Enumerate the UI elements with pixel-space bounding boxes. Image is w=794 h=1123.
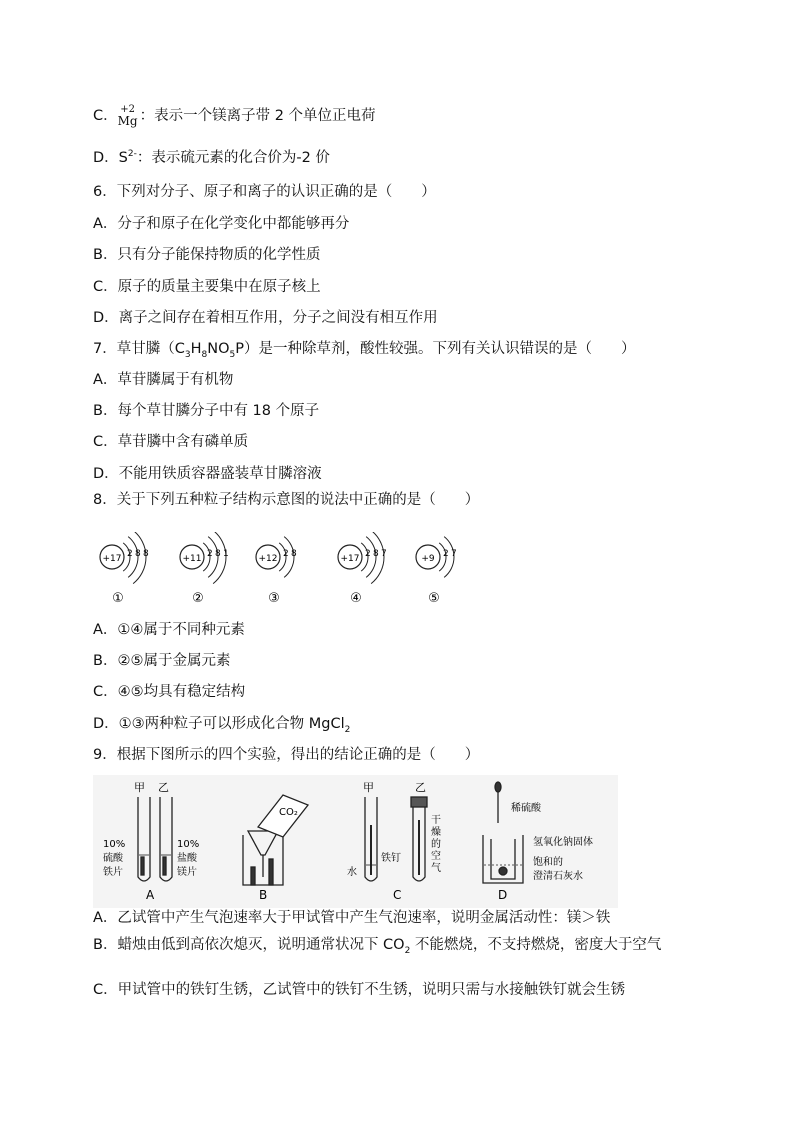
option-text: D．S [93, 150, 128, 166]
label-c-dry1: 干 [431, 815, 441, 826]
label-yi-a: 乙 [158, 781, 169, 794]
question-9: 9．根据下图所示的四个实验，得出的结论正确的是（ ） [93, 747, 480, 763]
electron-count: 8 [215, 549, 221, 559]
electron-count: 2 [283, 549, 289, 559]
option-7d: D．不能用铁质容器盛装草甘膦溶液 [93, 466, 322, 482]
nucleus-charge: +11 [182, 554, 202, 564]
label-a-left3: 铁片 [103, 867, 123, 878]
option-7c: C．草苷膦中含有磷单质 [93, 434, 249, 450]
label-b-gas: CO₂ [279, 807, 298, 818]
atom-diagram-1 [100, 532, 149, 606]
text: P）是一种除草剂，酸性较强。下列有关认识错误的是（ ） [235, 341, 636, 357]
option-8b: B．②⑤属于金属元素 [93, 653, 231, 669]
text: D．①③两种粒子可以形成化合物 MgCl [93, 716, 345, 732]
label-a: A [146, 888, 155, 902]
label-b: B [259, 888, 268, 902]
electron-count: 7 [381, 549, 387, 559]
question-8: 8．关于下列五种粒子结构示意图的说法中正确的是（ ） [93, 492, 480, 508]
option-6c: C．原子的质量主要集中在原子核上 [93, 279, 321, 295]
element-symbol: Mg [117, 114, 138, 128]
label-c-dry2: 燥 [431, 827, 441, 838]
electron-count: 8 [291, 549, 297, 559]
label-a-left1: 10% [103, 839, 126, 850]
label-c-dry3: 的 [431, 839, 441, 850]
electron-count: 2 [443, 549, 449, 559]
label-a-right3: 镁片 [177, 867, 197, 878]
nucleus-charge: +12 [258, 554, 278, 564]
electron-count: 2 [127, 549, 133, 559]
experiment-figure [93, 775, 618, 908]
label-c-nail: 铁钉 [381, 853, 401, 864]
label-a-left2: 硫酸 [103, 853, 123, 864]
label-d-acid: 稀硫酸 [511, 803, 541, 814]
atom-number: ① [112, 591, 124, 606]
atom-diagram-5 [416, 537, 457, 606]
label-c: C [393, 888, 402, 902]
label-d: D [498, 888, 508, 902]
label-d-lime2: 澄清石灰水 [533, 871, 583, 882]
option-8c: C．④⑤均具有稳定结构 [93, 684, 246, 700]
subscript: 2 [404, 945, 411, 956]
atom-structure-figure [88, 532, 478, 612]
nucleus-charge: +9 [421, 554, 435, 564]
nucleus-charge: +17 [102, 554, 122, 564]
option-5d [93, 148, 330, 168]
electron-count: 1 [223, 549, 229, 559]
label-c-dry4: 空 [431, 851, 441, 862]
question-6: 6．下列对分子、原子和离子的认识正确的是（ ） [93, 184, 436, 200]
label-d-lime1: 饱和的 [533, 857, 563, 868]
subscript: 3 [184, 349, 191, 360]
option-7a: A．草苷膦属于有机物 [93, 372, 234, 388]
electron-count: 7 [451, 549, 457, 559]
option-label: C． [93, 108, 118, 124]
text: 不能燃烧，不支持燃烧，密度大于空气 [410, 937, 662, 953]
option-8d [93, 714, 350, 734]
electron-count: 8 [143, 549, 149, 559]
option-6b: B．只有分子能保持物质的化学性质 [93, 247, 321, 263]
text: 7．草甘膦（C [93, 341, 185, 357]
text: H [190, 341, 202, 357]
nucleus-charge: +17 [340, 554, 360, 564]
label-c-dry5: 气 [431, 863, 441, 874]
label-a-right1: 10% [177, 839, 200, 850]
subscript: 5 [229, 349, 236, 360]
label-d-solid: 氢氧化钠固体 [533, 837, 593, 848]
atom-diagram-3 [256, 537, 297, 606]
superscript: 2- [127, 149, 137, 160]
option-text: ：表示一个镁离子带 2 个单位正电荷 [139, 108, 376, 124]
option-5c [93, 105, 376, 127]
option-9a: A．乙试管中产生气泡速率大于甲试管中产生气泡速率，说明金属活动性：镁＞铁 [93, 910, 611, 926]
label-jia-c: 甲 [363, 781, 374, 794]
atom-diagram-4 [338, 532, 387, 606]
text: NO [207, 341, 230, 357]
label-c-water: 水 [347, 867, 357, 878]
subscript: 2 [344, 724, 351, 735]
label-jia-a: 甲 [134, 781, 145, 794]
atom-number: ⑤ [428, 591, 440, 606]
subscript: 8 [201, 349, 208, 360]
text: B．蜡烛由低到高依次熄灭，说明通常状况下 CO [93, 937, 405, 953]
option-6d: D．离子之间存在着相互作用，分子之间没有相互作用 [93, 310, 438, 326]
option-7b: B．每个草甘膦分子中有 18 个原子 [93, 403, 320, 419]
electron-count: 2 [207, 549, 213, 559]
label-yi-c: 乙 [415, 781, 426, 794]
option-9c: C．甲试管中的铁钉生锈，乙试管中的铁钉不生锈，说明只需与水接触铁钉就会生锈 [93, 982, 626, 998]
atom-number: ② [192, 591, 204, 606]
label-a-right2: 盐酸 [177, 853, 197, 864]
electron-count: 2 [365, 549, 371, 559]
atom-diagram-2 [180, 532, 229, 606]
electron-count: 8 [135, 549, 141, 559]
option-9b [93, 935, 703, 955]
option-8a: A．①④属于不同种元素 [93, 622, 245, 638]
ion-notation [118, 105, 138, 127]
electron-count: 8 [373, 549, 379, 559]
atom-number: ④ [350, 591, 362, 606]
atom-number: ③ [268, 591, 280, 606]
option-text: ：表示硫元素的化合价为-2 价 [136, 150, 330, 166]
question-7 [93, 339, 635, 359]
charge-text: +2 [120, 104, 135, 115]
option-6a: A．分子和原子在化学变化中都能够再分 [93, 216, 350, 232]
